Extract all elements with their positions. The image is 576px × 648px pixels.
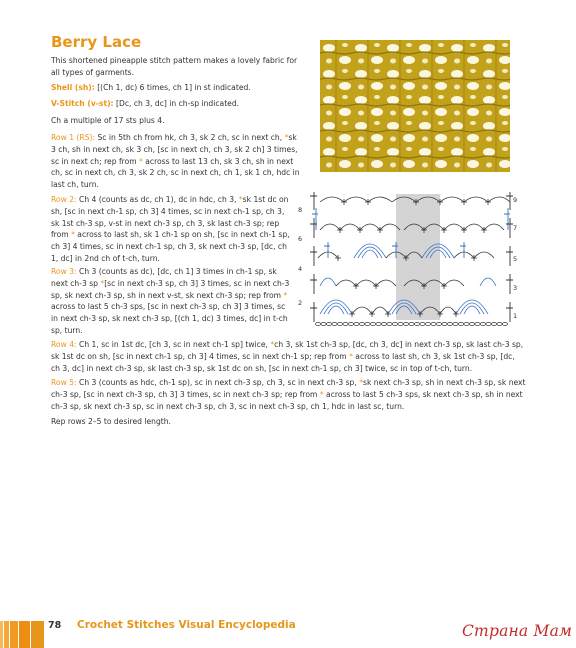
row-number-right: 5 xyxy=(513,255,518,263)
row-number-left: 2 xyxy=(298,299,303,307)
row-3-instruction: Row 3: Ch 3 (counts as dc), [dc, ch 1] 3 times in ch-1 sp, sk next ch-3 sp *[sc in next ch-3 sp, ch 3] 3 times, sc in next ch-3 sp, sk next ch-3 sp, sh in next v-st, sk next ch-3 sp; rep from * across to last 5 ch-3 sps, [sc in next ch-3 sp, ch 3] 3 times, sc in next ch-3 sp, sk next ch-3 sp, [(ch 1, dc) 3 times, dc] in t-ch sp, turn. xyxy=(51,267,290,335)
row-label: Row 3: xyxy=(51,267,77,276)
row-5-instruction: Row 5: Ch 3 (counts as hdc, ch-1 sp), sc in next ch-3 sp, ch 3, sc in next ch-3 sp, *sk next ch-3 sp, sh in next ch-3 sp, sk next ch-3 sp, [sc in next ch-3 sp, ch 3] 3 times, sc in next ch-3 sp; rep from * across to last 5 ch-3 sps, sk next ch-3 sp, sh in next ch-3 sp, sk next ch-3 sp, sc in next ch-3 sp, ch 3, sc in next ch-3 sp, ch 1, hdc in last sc, turn. xyxy=(51,378,526,411)
repeat-highlight xyxy=(396,194,440,320)
shell-text: [(Ch 1, dc) 6 times, ch 1] in st indicated. xyxy=(94,83,251,92)
row-label: Row 5: xyxy=(51,378,77,387)
row-label: Row 2: xyxy=(51,195,77,204)
shell-definition xyxy=(51,82,306,94)
row-number-right: 9 xyxy=(513,196,518,204)
row-number-left: 8 xyxy=(298,206,303,214)
page-number: 78 xyxy=(48,620,62,631)
foundation-chain xyxy=(315,322,507,325)
pattern-title: Berry Lace xyxy=(51,33,142,51)
row-number-right: 3 xyxy=(513,284,518,292)
book-title: Crochet Stitches Visual Encyclopedia xyxy=(77,619,296,631)
row-number-left: 4 xyxy=(298,265,303,273)
vstitch-label: V-Stitch (v-st): xyxy=(51,99,114,108)
vstitch-definition xyxy=(51,98,306,110)
chain-multiple: Ch a multiple of 17 sts plus 4. xyxy=(51,116,165,125)
footer-color-bars xyxy=(0,621,44,648)
row-label: Row 4: xyxy=(51,340,77,349)
swatch-photo xyxy=(320,40,510,172)
intro-text: This shortened pineapple stitch pattern makes a lovely fabric for all types of garments. xyxy=(51,56,298,77)
row-number-right: 7 xyxy=(513,224,518,232)
stitch-chart xyxy=(292,186,520,332)
row-4-instruction: Row 4: Ch 1, sc in 1st dc, [ch 3, sc in next ch-1 sp] twice, *ch 3, sk 1st ch-3 sp, [dc, ch 3, dc] in next ch-3 sp, sk last ch-3 sp, sk 1st dc on sh, [sc in next ch-1 sp, ch 3] 4 times, sc in next ch-1 sp; rep from * across to last sh, ch 3, sk 1st ch-3 sp, [dc, ch 3, dc] in next ch-3 sp, sk last ch-3 sp, sk 1st dc on sh, [sc in next ch-1 sp, ch 3] twice, sc in top of t-ch, turn. xyxy=(51,340,524,373)
row-number-left: 6 xyxy=(298,235,303,243)
row-2-instruction: Row 2: Ch 4 (counts as dc, ch 1), dc in hdc, ch 3, *sk 1st dc on sh, [sc in next ch-1 sp, ch 3] 4 times, sc in next ch-1 sp, ch 3, sk 1st ch-3 sp, v-st in next ch-3 sp, ch 3, sk last ch-3 sp; rep from * across to last sh, sk 1 ch-1 sp on sh, [sc in next ch-1 sp, ch 3] 4 times, sc in next ch-1 sp, ch 3, sk next ch-3 sp, [dc, ch 1, dc] in 2nd ch of t-ch, turn. xyxy=(51,195,290,263)
vstitch-text: [Dc, ch 3, dc] in ch-sp indicated. xyxy=(113,99,240,108)
repeat-instruction: Rep rows 2–5 to desired length. xyxy=(51,417,171,426)
shell-label: Shell (sh): xyxy=(51,83,95,92)
watermark: Страна Мам xyxy=(462,622,573,640)
row-label: Row 1 (RS): xyxy=(51,133,96,142)
row-1-instruction: Row 1 (RS): Sc in 5th ch from hk, ch 3, sk 2 ch, sc in next ch, *sk 3 ch, sh in next ch, sk 3 ch, [sc in next ch, ch 3, sk 2 ch] 3 times, sc in next ch; rep from * across to last 13 ch, sk 3 ch, sh in next ch, sc in next ch, ch 3, sk 2 ch, sc in next ch, ch 1, sk 1 ch, hdc in last ch, turn. xyxy=(51,133,300,190)
row-number-right: 1 xyxy=(513,312,518,320)
